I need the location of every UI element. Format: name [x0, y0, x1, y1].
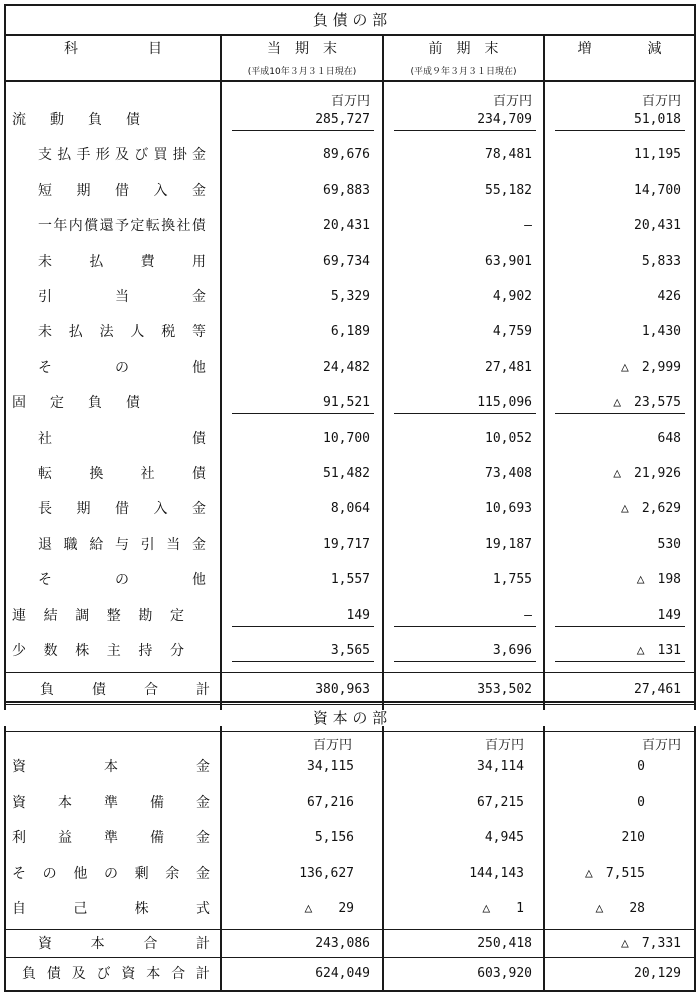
liability-row-prior: 115,096 [477, 395, 532, 410]
frame-bottom [4, 990, 696, 992]
liab-total-change: 27,461 [634, 682, 681, 697]
liability-row-label: 長 期 借 入 金 [38, 501, 206, 517]
liability-row-label: 支 払 手 形 及 び 買 掛 金 [38, 147, 206, 163]
liability-row-current: 89,676 [323, 147, 370, 162]
capital-row-change: 210 [621, 830, 645, 845]
liability-row-current: 5,329 [330, 289, 370, 304]
subtotal-underline [394, 413, 536, 414]
liability-row-current: 10,700 [323, 431, 370, 446]
capital-row-prior: 144,143 [469, 866, 524, 881]
liability-row-change: 1,430 [641, 324, 681, 339]
subtotal-underline [232, 661, 374, 662]
capital-row-change: 0 [637, 795, 645, 810]
grand-total-label: 負 債 及 び 資 本 合 計 [22, 966, 210, 982]
liability-row-current: 8,064 [330, 501, 370, 516]
capital-row-prior: 34,114 [477, 759, 524, 774]
liability-row-current: 24,482 [323, 360, 370, 375]
liability-row-prior: 4,759 [492, 324, 532, 339]
rule-below-liab-total [4, 701, 696, 703]
liability-row-current: 69,734 [323, 254, 370, 269]
liability-row-current: 3,565 [330, 643, 370, 658]
liability-row-label: 連 結 調 整 勘 定 [12, 608, 184, 624]
liability-row-prior: — [524, 218, 532, 233]
capital-row-current: 136,627 [299, 866, 354, 881]
unit-prior: 百万円 [492, 94, 532, 109]
liability-row-change: 426 [657, 289, 681, 304]
rule-below-liab-total-2 [4, 704, 696, 705]
subtotal-underline [394, 661, 536, 662]
unit-change: 百万円 [641, 94, 681, 109]
liability-row-change: 530 [657, 537, 681, 552]
liab-total-prior: 353,502 [477, 682, 532, 697]
subtotal-underline [555, 130, 685, 131]
liability-row-label: 固 定 負 債 [12, 395, 140, 411]
liability-row-change: △ 21,926 [613, 466, 681, 481]
liability-row-current: 6,189 [330, 324, 370, 339]
liab-total-label: 負 債 合 計 [40, 682, 210, 698]
subtotal-underline [232, 413, 374, 414]
subtotal-underline [555, 413, 685, 414]
liability-row-prior: 3,696 [492, 643, 532, 658]
liability-row-prior: 4,902 [492, 289, 532, 304]
liability-row-prior: 10,693 [485, 501, 532, 516]
liability-row-prior: 19,187 [485, 537, 532, 552]
liability-row-label: そ の 他 [38, 360, 206, 376]
capital-row-current: 5,156 [314, 830, 354, 845]
header-prior-date: (平成９年３月３１日現在) [410, 67, 517, 77]
liability-row-current: 19,717 [323, 537, 370, 552]
liability-row-change: △ 2,999 [621, 360, 681, 375]
liability-row-current: 69,883 [323, 183, 370, 198]
header-prior: 前 期 末 [428, 41, 499, 57]
liability-row-change: 149 [657, 608, 681, 623]
liability-row-label: 未 払 費 用 [38, 254, 206, 270]
liability-row-change: 20,431 [634, 218, 681, 233]
capital-title: 資 本 の 部 [0, 710, 700, 726]
liability-row-current: 285,727 [315, 112, 370, 127]
liability-row-change: △ 131 [636, 643, 681, 658]
grand-total-prior: 603,920 [477, 966, 532, 981]
capital-row-current: 34,115 [307, 759, 354, 774]
capital-row-change: △ 7,515 [585, 866, 645, 881]
unit-current: 百万円 [330, 94, 370, 109]
subtotal-underline [555, 626, 685, 627]
liability-row-prior: 78,481 [485, 147, 532, 162]
liability-row-label: そ の 他 [38, 572, 206, 588]
rule-below-title [4, 34, 696, 36]
liability-row-prior: 234,709 [477, 112, 532, 127]
grand-total-change: 20,129 [634, 966, 681, 981]
capital-row-label: 利 益 準 備 金 [12, 830, 210, 846]
liability-row-current: 1,557 [330, 572, 370, 587]
header-current-date: (平成10年３月３１日現在) [247, 67, 357, 77]
capital-row-current: △ 29 [304, 901, 354, 916]
liability-row-prior: 55,182 [485, 183, 532, 198]
subtotal-underline [394, 130, 536, 131]
capital-row-current: 67,216 [307, 795, 354, 810]
frame-left [4, 4, 6, 992]
liability-row-current: 149 [346, 608, 370, 623]
liabilities-title: 負 債 の 部 [312, 11, 388, 29]
header-current: 当 期 末 [267, 41, 337, 57]
capital-total-label: 資 本 合 計 [38, 936, 210, 952]
frame-right [694, 4, 696, 992]
liability-row-change: 51,018 [634, 112, 681, 127]
capital-row-label: 自 己 株 式 [12, 901, 210, 917]
liability-row-change: △ 23,575 [613, 395, 681, 410]
liability-row-label: 流 動 負 債 [12, 112, 140, 128]
capital-row-change: 0 [637, 759, 645, 774]
rule-below-header [4, 80, 696, 82]
subtotal-underline [394, 626, 536, 627]
capital-row-label: 資 本 準 備 金 [12, 795, 210, 811]
capital-row-label: そ の 他 の 剰 余 金 [12, 866, 210, 882]
rule-above-capital-total [4, 929, 696, 930]
liability-row-current: 51,482 [323, 466, 370, 481]
liability-row-prior: 73,408 [485, 466, 532, 481]
capital-total-current: 243,086 [315, 936, 370, 951]
capital-row-label: 資 本 金 [12, 759, 210, 775]
capital-row-change: △ 28 [595, 901, 645, 916]
liability-row-change: △ 2,629 [621, 501, 681, 516]
subtotal-underline [232, 130, 374, 131]
liability-row-prior: 10,052 [485, 431, 532, 446]
liability-row-change: 11,195 [634, 147, 681, 162]
liability-row-label: 退 職 給 与 引 当 金 [38, 537, 206, 553]
liability-row-change: 648 [657, 431, 681, 446]
liability-row-change: 14,700 [634, 183, 681, 198]
cap-unit-prior: 百万円 [484, 738, 524, 753]
grand-total-current: 624,049 [315, 966, 370, 981]
subtotal-underline [555, 661, 685, 662]
cap-unit-current: 百万円 [312, 738, 352, 753]
header-item: 科 目 [64, 41, 162, 57]
liability-row-label: 引 当 金 [38, 289, 206, 305]
capital-row-prior: △ 1 [482, 901, 524, 916]
rule-above-liab-total [4, 672, 696, 673]
liability-row-change: △ 198 [636, 572, 681, 587]
liability-row-change: 5,833 [641, 254, 681, 269]
capital-total-change: △ 7,331 [621, 936, 681, 951]
liability-row-label: 未 払 法 人 税 等 [38, 324, 206, 340]
subtotal-underline [232, 626, 374, 627]
header-change: 増 減 [577, 41, 662, 57]
liability-row-label: 短 期 借 入 金 [38, 183, 206, 199]
cap-unit-change: 百万円 [641, 738, 681, 753]
liability-row-prior: 63,901 [485, 254, 532, 269]
liability-row-current: 91,521 [323, 395, 370, 410]
liability-row-label: 少 数 株 主 持 分 [12, 643, 184, 659]
liability-row-label: 一 年 内 償 還 予 定 転 換 社 債 [38, 218, 206, 234]
liability-row-current: 20,431 [323, 218, 370, 233]
liability-row-prior: — [524, 608, 532, 623]
liability-row-label: 転 換 社 債 [38, 466, 206, 482]
rule-above-grand-total [4, 957, 696, 958]
rule-below-capital-title [4, 731, 696, 732]
capital-total-prior: 250,418 [477, 936, 532, 951]
frame-top [4, 4, 696, 6]
liability-row-prior: 27,481 [485, 360, 532, 375]
capital-row-prior: 4,945 [484, 830, 524, 845]
liab-total-current: 380,963 [315, 682, 370, 697]
liability-row-label: 社 債 [38, 431, 206, 447]
liability-row-prior: 1,755 [492, 572, 532, 587]
capital-row-prior: 67,215 [477, 795, 524, 810]
